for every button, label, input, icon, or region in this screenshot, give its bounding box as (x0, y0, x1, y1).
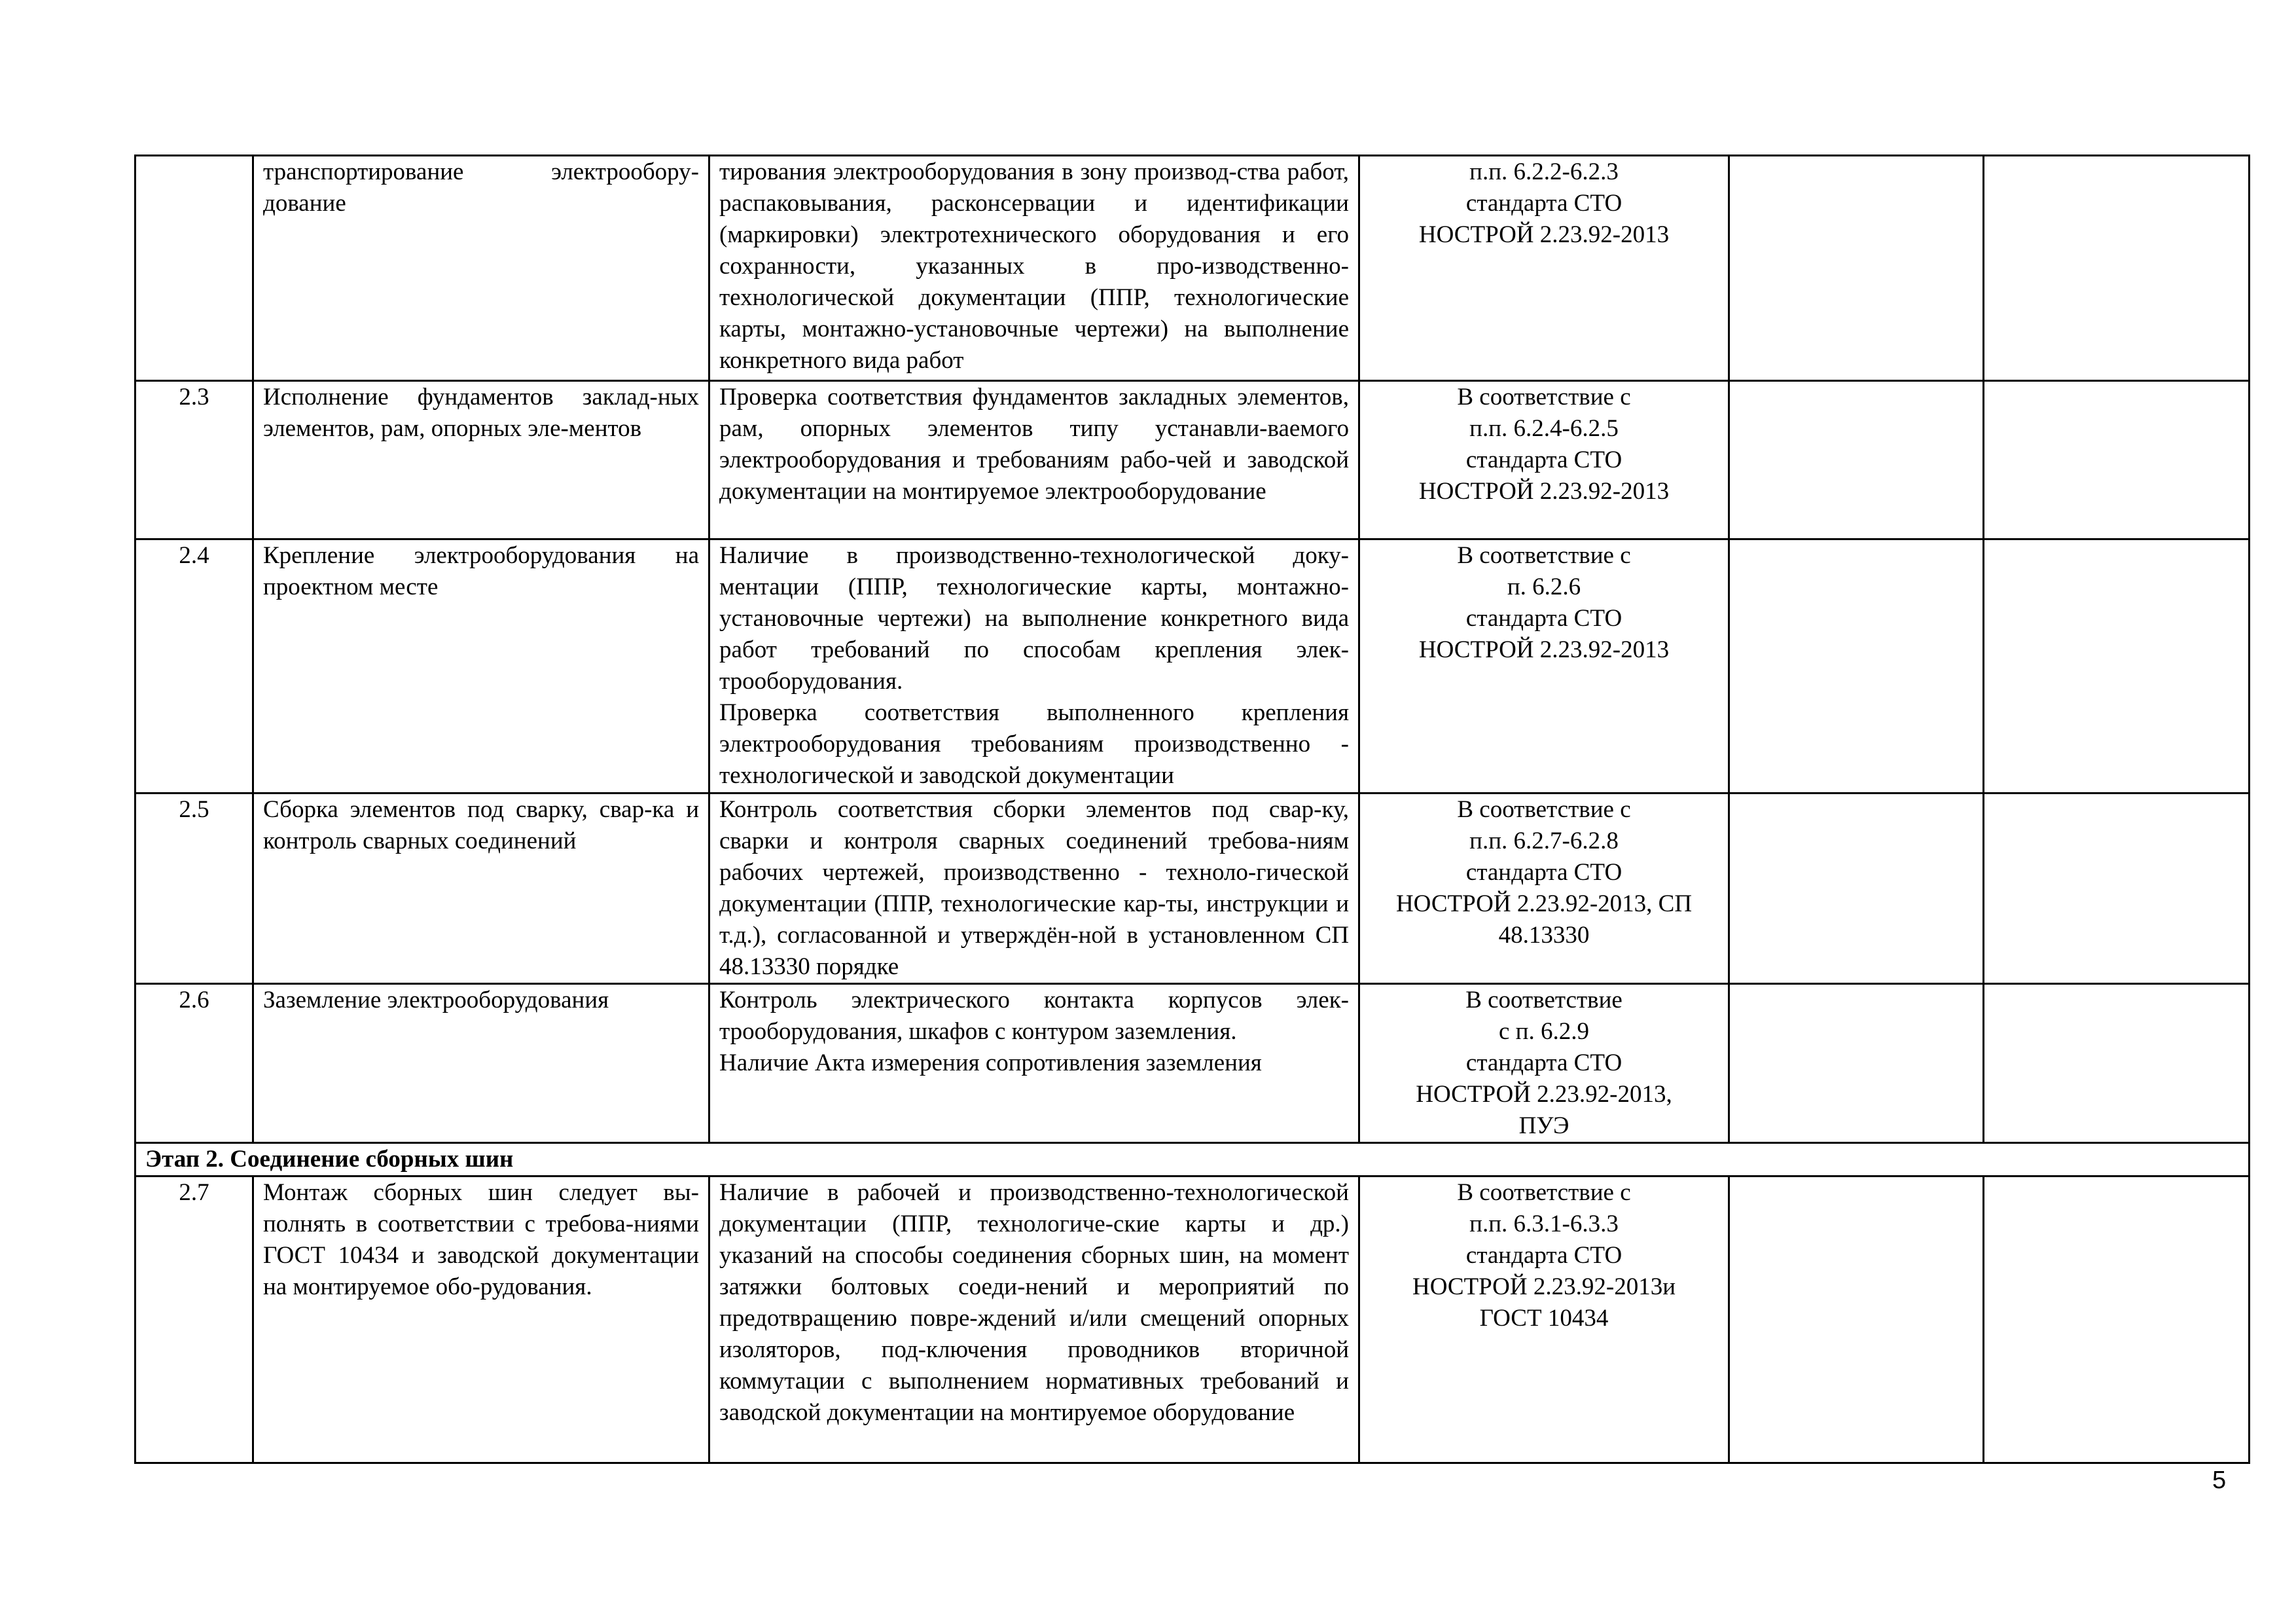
reference: п.п. 6.2.2-6.2.3 стандарта СТО НОСТРОЙ 2.23.92-2013 (1359, 156, 1729, 381)
row-number (135, 156, 253, 381)
work-name: Монтаж сборных шин следует вы-полнять в соответствии с требова-ниями ГОСТ 10434 и заводской документации на монтируемое обо-рудования. (253, 1176, 709, 1463)
check-description: Контроль соответствия сборки элементов под свар-ку, сварки и контроля сварных соединений требова-ниям рабочих чертежей, производственно - техноло-гической документации (ППР, технологические кар-ты, инструкции и т.д.), согласованной и утверждён-ной в установленном СП 48.13330 порядке (709, 793, 1359, 984)
table-row (135, 793, 2250, 984)
work-name: Сборка элементов под сварку, свар-ка и контроль сварных соединений (253, 793, 709, 984)
empty-cell (1984, 984, 2250, 1143)
empty-cell (1729, 539, 1984, 793)
reference: В соответствие с п. 6.2.6 стандарта СТО НОСТРОЙ 2.23.92-2013 (1359, 539, 1729, 793)
check-description: Наличие в рабочей и производственно-технологической документации (ППР, технологиче-ские карты и др.) указаний на способы соединения сборных шин, на момент затяжки болтовых соеди-нений и мероприятий по предотвращению повре-ждений и/или смещений опорных изоляторов, под-ключения проводников вторичной коммутации с выполнением нормативных требований и заводской документации на монтируемое оборудование (709, 1176, 1359, 1463)
reference: В соответствие с п. 6.2.9 стандарта СТО НОСТРОЙ 2.23.92-2013, ПУЭ (1359, 984, 1729, 1143)
row-number: 2.5 (135, 793, 253, 984)
empty-cell (1984, 539, 2250, 793)
reference: В соответствие с п.п. 6.2.4-6.2.5 стандарта СТО НОСТРОЙ 2.23.92-2013 (1359, 381, 1729, 539)
stage-header-row (135, 1143, 2250, 1176)
control-table (134, 155, 2250, 1464)
row-number: 2.7 (135, 1176, 253, 1463)
empty-cell (1984, 381, 2250, 539)
empty-cell (1729, 984, 1984, 1143)
row-number: 2.6 (135, 984, 253, 1143)
row-number: 2.3 (135, 381, 253, 539)
table-row (135, 381, 2250, 539)
work-name: Исполнение фундаментов заклад-ных элементов, рам, опорных эле-ментов (253, 381, 709, 539)
work-name: Заземление электрооборудования (253, 984, 709, 1143)
table-row (135, 1176, 2250, 1463)
page-number: 5 (2212, 1467, 2227, 1494)
check-description: Контроль электрического контакта корпусов элек-трооборудования, шкафов с контуром заземления. Наличие Акта измерения сопротивления заземления (709, 984, 1359, 1143)
work-name: Крепление электрооборудования на проектном месте (253, 539, 709, 793)
check-description: Проверка соответствия фундаментов закладных элементов, рам, опорных элементов типу устанавли-ваемого электрооборудования и требованиям рабо-чей и заводской документации на монтируемое электрооборудование (709, 381, 1359, 539)
reference: В соответствие с п.п. 6.3.1-6.3.3 стандарта СТО НОСТРОЙ 2.23.92-2013и ГОСТ 10434 (1359, 1176, 1729, 1463)
table-row (135, 156, 2250, 381)
work-name: транспортирование электрообору-дование (253, 156, 709, 381)
stage-title: Этап 2. Соединение сборных шин (135, 1143, 2250, 1176)
empty-cell (1984, 1176, 2250, 1463)
empty-cell (1984, 793, 2250, 984)
empty-cell (1729, 381, 1984, 539)
reference: В соответствие с п.п. 6.2.7-6.2.8 стандарта СТО НОСТРОЙ 2.23.92-2013, СП 48.13330 (1359, 793, 1729, 984)
empty-cell (1729, 1176, 1984, 1463)
check-description: Наличие в производственно-технологической доку-ментации (ППР, технологические карты, монтажно-установочные чертежи) на выполнение конкретного вида работ требований по способам крепления элек-трооборудования. Проверка соответствия выполненного крепления электрооборудования требованиям производственно - технологической и заводской документации (709, 539, 1359, 793)
row-number: 2.4 (135, 539, 253, 793)
check-description: тирования электрооборудования в зону производ-ства работ, распаковывания, расконсервации и идентификации (маркировки) электротехнического оборудования и его сохранности, указанных в про-изводственно-технологической документации (ППР, технологические карты, монтажно-установочные чертежи) на выполнение конкретного вида работ (709, 156, 1359, 381)
empty-cell (1984, 156, 2250, 381)
table-row (135, 984, 2250, 1143)
empty-cell (1729, 156, 1984, 381)
table-row (135, 539, 2250, 793)
empty-cell (1729, 793, 1984, 984)
